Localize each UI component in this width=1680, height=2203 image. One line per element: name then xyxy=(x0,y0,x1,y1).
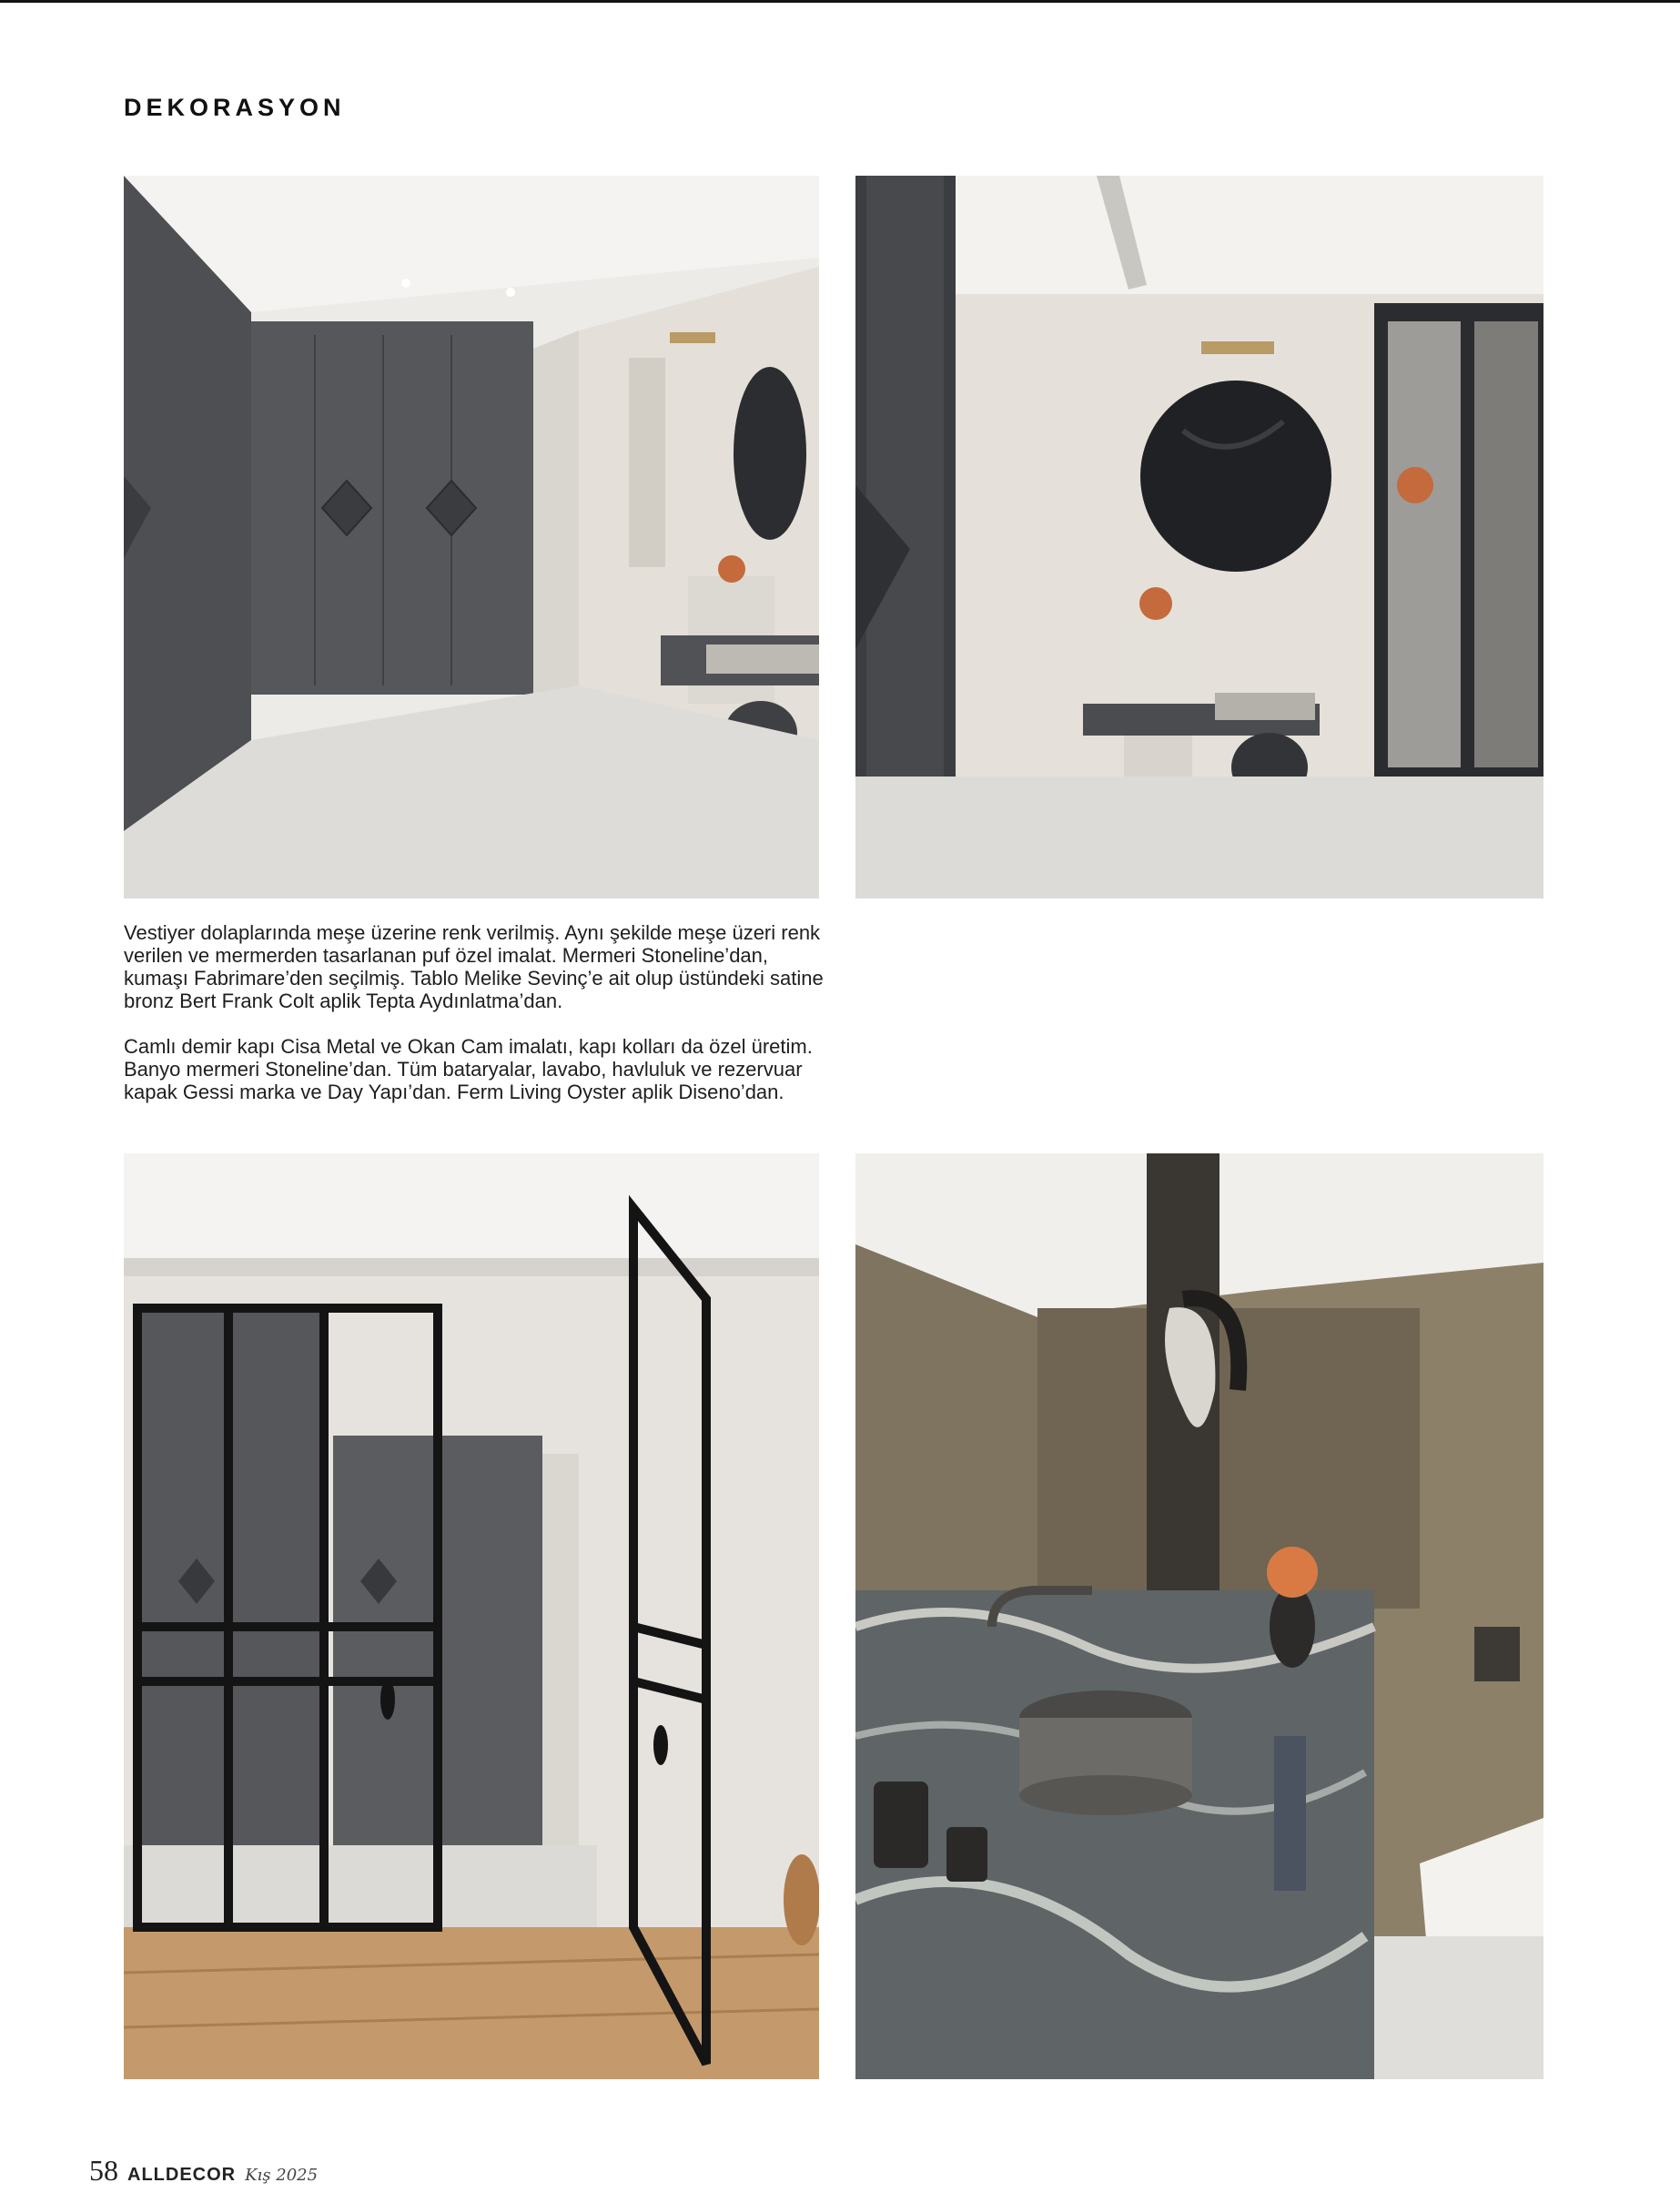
magazine-name: ALLDECOR xyxy=(127,2165,237,2185)
caption-bathroom: Camlı demir kapı Cisa Metal ve Okan Cam imalatı, kapı kolları da özel üretim. Banyo mermeri Stoneline’dan. Tüm bataryalar, lavabo, havluluk ve rezervuar kapak Gessi marka ve Day Yapı’dan. Ferm Living Oyster aplik Diseno’dan. xyxy=(124,1035,813,1103)
section-title: DEKORASYON xyxy=(124,94,346,121)
caption-entrance: Vestiyer dolaplarında meşe üzerine renk verilmiş. Aynı şekilde meşe üzeri renk verilen ve mermerden tasarlanan puf özel imalat. Mermeri Stoneline’dan, kumaşı Fabrimare’den seçilmiş. Tablo Melike Sevinç’e ait olup üstündeki satine bronz Bert Frank Colt aplik Tepta Aydınlatma’dan. xyxy=(124,921,824,1012)
issue-label: Kış 2025 xyxy=(245,2166,319,2185)
page-footer xyxy=(89,2154,318,2190)
captions xyxy=(124,921,825,1126)
photo-glass-door xyxy=(124,1153,819,2079)
photo-bathroom-vanity xyxy=(855,1153,1543,2079)
top-rule xyxy=(0,0,1680,3)
photo-hallway-wardrobes xyxy=(124,176,819,898)
page-number: 58 xyxy=(89,2154,118,2187)
photo-console-artwork xyxy=(855,176,1543,898)
